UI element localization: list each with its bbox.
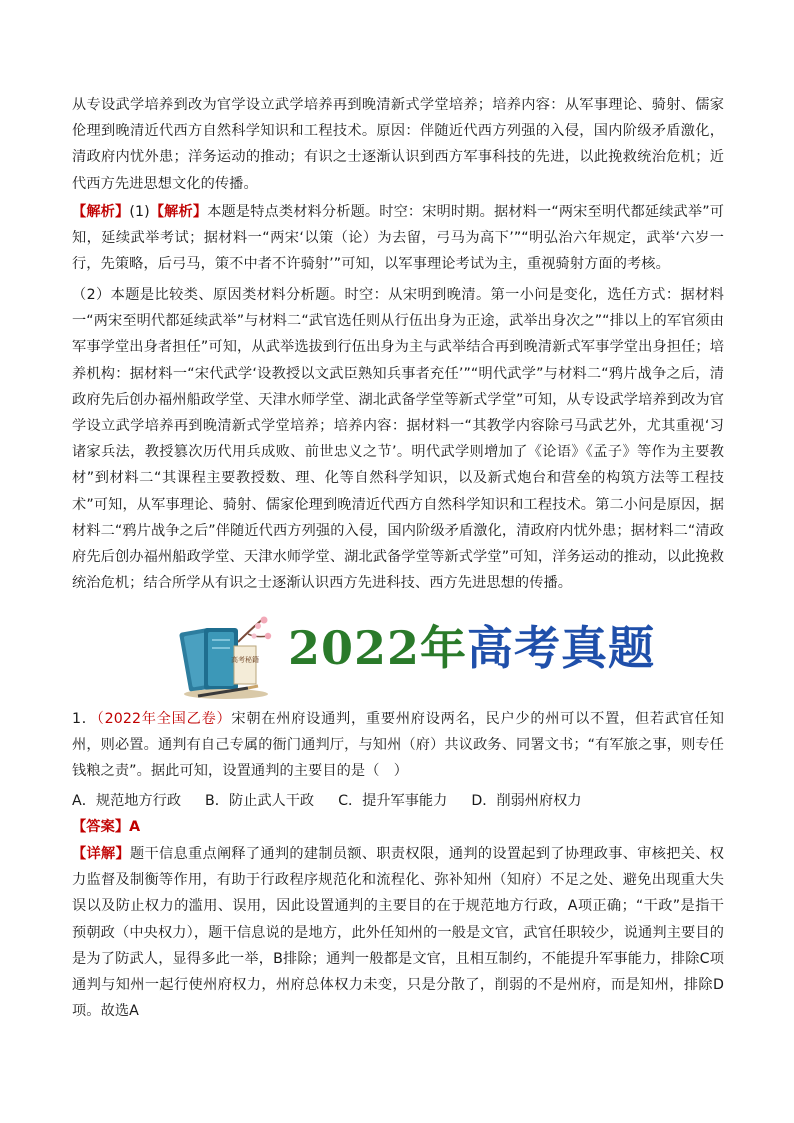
- question-stem-text: 宋朝在州府设通判，重要州府设两名，民户少的州可以不置，但若武官任知州，则必置。通判有自己专属的衙门通判厅，与知州（府）共议政务、同署文书；“有军旅之事，则专任钱粮之责”。据此可知，设置通判的主要目的是（ ）: [72, 711, 724, 780]
- analysis-part2: [72, 282, 724, 596]
- question-1-answer: [72, 814, 724, 840]
- question-source: （2022年全国乙卷）: [96, 711, 232, 727]
- question-1-detail: [72, 841, 724, 1024]
- answer-continuation-paragraph: [72, 92, 724, 197]
- book-label-text: 高考秘籍: [231, 656, 259, 664]
- option-d: D．削弱州府权力: [471, 793, 582, 809]
- analysis-label: 【解析】: [72, 204, 130, 220]
- question-1-stem: [72, 706, 724, 785]
- question-number: 1．: [72, 711, 97, 727]
- section-title-text: 高考真题: [467, 621, 656, 675]
- answer-value: A: [129, 819, 141, 835]
- detail-label: 【详解】: [72, 846, 130, 862]
- answer-continuation-text: 从专设武学培养到改为官学设立武学培养再到晚清新式学堂培养；培养内容：从军事理论、骑射、儒家伦理到晚清近代西方自然科学知识和工程技术。原因：伴随近代西方列强的入侵，国内阶级矛盾激化，清政府内忧外患；洋务运动的推动；有识之士逐渐认识到西方军事科技的先进，以此挽救统治危机；近代西方先进思想文化的传播。: [72, 97, 724, 192]
- section-banner: [178, 612, 656, 702]
- analysis-part2-text: （2）本题是比较类、原因类材料分析题。时空：从宋明到晚清。第一小问是变化，选任方式：据材料一“两宋至明代都延续武举”与材料二“武官选任则从行伍出身为正途，武举出身次之”“排以上的军官须由军事学堂出身者担任”可知，从武举选拔到行伍出身为主与武举结合再到晚清新式军事学堂出身担任；培养机构：据材料一“宋代武学‘设教授以文武臣熟知兵事者充任’”“明代武学”与材料二“鸦片战争之后，清政府先后创办福州船政学堂、天津水师学堂、湖北武备学堂等新式学堂”可知，从专设武学培养到改为官学设立武学培养再到晚清新式学堂培养；培养内容：据材料一“其教学内容除弓马武艺外，尤其重视‘习诸家兵法，教授篡次历代用兵成败、前世忠义之节’。明代武学则增加了《论语》《孟子》等作为主要教材”到材料二“其课程主要教授数、理、化等自然科学知识，以及新式炮台和营垒的构筑方法等工程技术”可知，从军事理论、骑射、儒家伦理到晚清近代西方自然科学知识和工程技术。第二小问是原因，据材料二“鸦片战争之后”伴随近代西方列强的入侵，国内阶级矛盾激化，清政府内忧外患；据材料二“清政府先后创办福州船政学堂、天津水师学堂、湖北武备学堂等新式学堂”可知，洋务运动的推动，以此挽救统治危机；结合所学从有识之士逐渐认识西方先进科技、西方先进思想的传播。: [72, 287, 724, 592]
- section-title: [288, 618, 655, 678]
- analysis-inner-label: 【解析】: [149, 204, 208, 220]
- option-b: B．防止武人干政: [205, 793, 315, 809]
- book-stack-icon: [178, 612, 278, 702]
- option-c: C．提升军事能力: [338, 793, 448, 809]
- analysis-part1-number: (1): [129, 204, 150, 220]
- question-1-options: [72, 788, 724, 814]
- section-title-year: 2022年: [288, 621, 468, 675]
- analysis-part1: [72, 199, 724, 278]
- answer-label: 【答案】: [72, 819, 130, 835]
- analysis-part1-text: 本题是特点类材料分析题。时空：宋明时期。据材料一“两宋至明代都延续武举”可知，延续武举考试；据材料一“两宋‘以策（论）为去留，弓马为高下’”“明弘治六年规定，武举‘六岁一行，先策略，后弓马，策不中者不许骑射’”可知，以军事理论考试为主，重视骑射方面的考核。: [72, 204, 725, 273]
- option-a: A．规范地方行政: [72, 793, 182, 809]
- detail-text: 题干信息重点阐释了通判的建制员额、职责权限，通判的设置起到了协理政事、审核把关、权力监督及制衡等作用，有助于行政程序规范化和流程化、弥补知州（知府）不足之处、避免出现重大失误以及防止权力的滥用、误用，因此设置通判的主要目的在于规范地方行政，A项正确；“干政”是指干预朝政（中央权力），题干信息说的是地方，此外任知州的一般是文官，武官任职较少，说通判主要目的是为了防武人，显得多此一举，B排除；通判一般都是文官，且相互制约，不能提升军事能力，排除C项通判与知州一起行使州府权力，州府总体权力未变，只是分散了，削弱的不是州府，而是知州，排除D项。故选A: [72, 846, 724, 1020]
